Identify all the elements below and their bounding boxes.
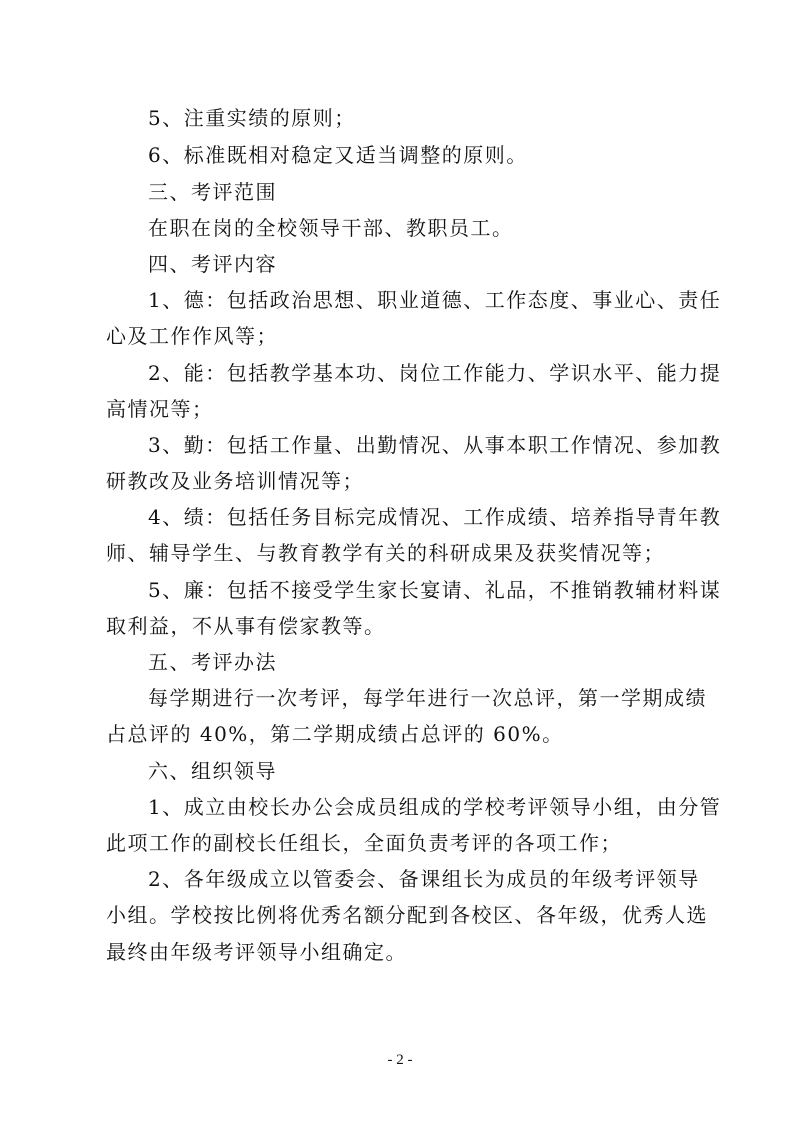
text-line: 4、绩：包括任务目标完成情况、工作成绩、培养指导青年教 bbox=[148, 505, 722, 529]
text-line: 1、成立由校长办公会成员组成的学校考评领导小组，由分管 bbox=[148, 795, 722, 819]
text-line: 此项工作的副校长任组长，全面负责考评的各项工作； bbox=[106, 831, 622, 855]
text-line: 心及工作作风等； bbox=[106, 324, 278, 348]
text-line: 在职在岗的全校领导干部、教职员工。 bbox=[148, 216, 514, 240]
text-line: 2、能：包括教学基本功、岗位工作能力、学识水平、能力提 bbox=[148, 361, 722, 385]
text-line: 2、各年级成立以管委会、备课组长为成员的年级考评领导 bbox=[148, 867, 700, 891]
text-line: 高情况等； bbox=[106, 397, 214, 421]
text-line: 取利益，不从事有偿家教等。 bbox=[106, 614, 386, 638]
text-line: 5、廉：包括不接受学生家长宴请、礼品，不推销教辅材料谋 bbox=[148, 578, 722, 602]
text-line: 6、标准既相对稳定又适当调整的原则。 bbox=[148, 143, 528, 167]
text-line: 师、辅导学生、与教育教学有关的科研成果及获奖情况等； bbox=[106, 541, 665, 565]
text-line: 最终由年级考评领导小组确定。 bbox=[106, 940, 407, 964]
text-line: 每学期进行一次考评，每学年进行一次总评，第一学期成绩 bbox=[148, 686, 707, 710]
page-number: - 2 - bbox=[387, 1052, 413, 1068]
text-line: 5、注重实绩的原则； bbox=[148, 106, 356, 130]
section-heading: 六、组织领导 bbox=[148, 759, 277, 783]
text-line: 3、勤：包括工作量、出勤情况、从事本职工作情况、参加教 bbox=[148, 433, 722, 457]
section-heading: 三、考评范围 bbox=[148, 180, 277, 204]
section-heading: 四、考评内容 bbox=[148, 252, 277, 276]
section-heading: 五、考评办法 bbox=[148, 650, 277, 674]
text-line: 1、德：包括政治思想、职业道德、工作态度、事业心、责任 bbox=[148, 288, 722, 312]
text-line: 占总评的 40%，第二学期成绩占总评的 60%。 bbox=[106, 722, 564, 746]
text-line: 研教改及业务培训情况等； bbox=[106, 469, 364, 493]
text-line: 小组。学校按比例将优秀名额分配到各校区、各年级，优秀人选 bbox=[106, 903, 708, 927]
